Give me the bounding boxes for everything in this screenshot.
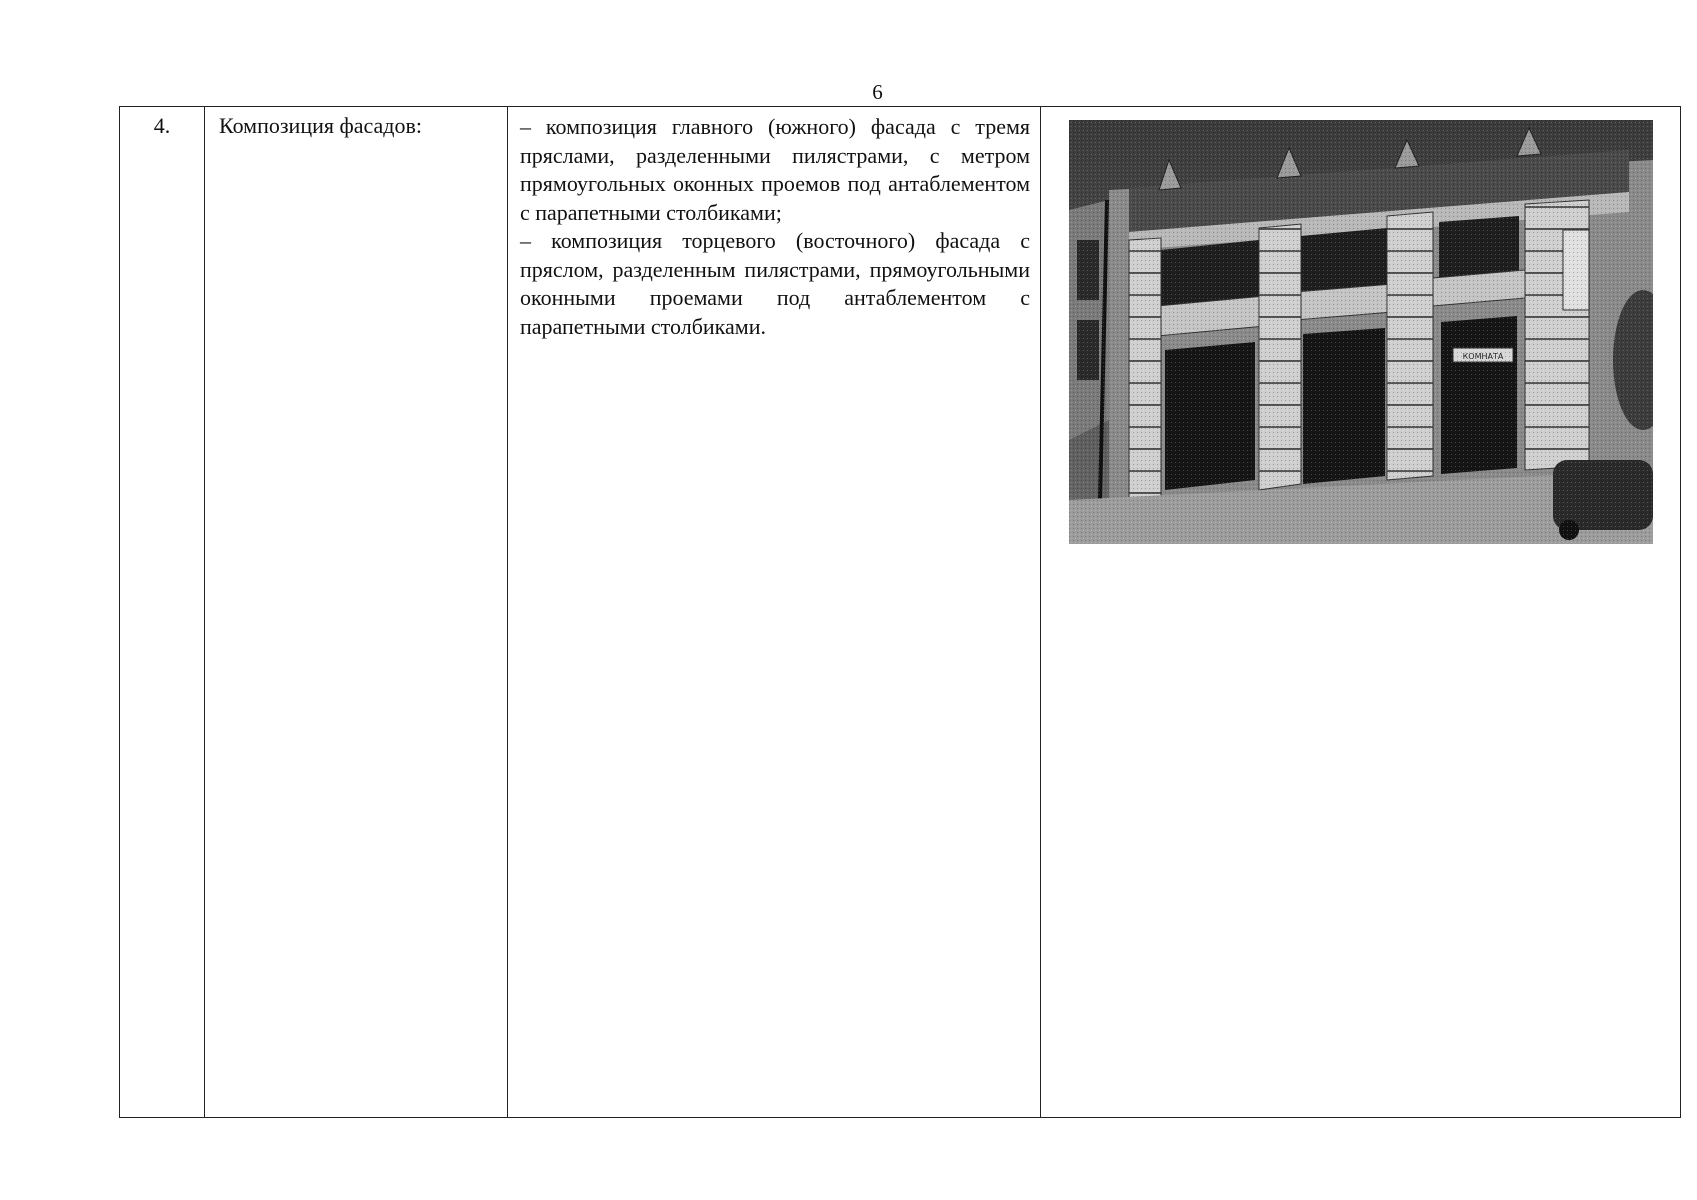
row-number: 4.	[120, 107, 205, 1118]
building-facade-photo	[1069, 120, 1653, 544]
row-title: Композиция фасадов:	[205, 107, 508, 1118]
description-item-south: – композиция главного (южного) фасада с тремя пряслами, разделенными пилястрами, с метром прямоугольных оконных проемов под антаблементом с парапетными столбиками;	[520, 114, 1030, 225]
photo-cell	[1041, 107, 1681, 1118]
row-description	[508, 107, 1041, 1118]
facade-table	[119, 106, 1681, 1118]
page-number: 6	[872, 80, 883, 104]
description-item-east: – композиция торцевого (восточного) фасада с пряслом, разделенным пилястрами, прямоугольными оконными проемами под антаблементом с парапетными столбиками.	[520, 228, 1030, 339]
table-row	[120, 107, 1681, 1118]
